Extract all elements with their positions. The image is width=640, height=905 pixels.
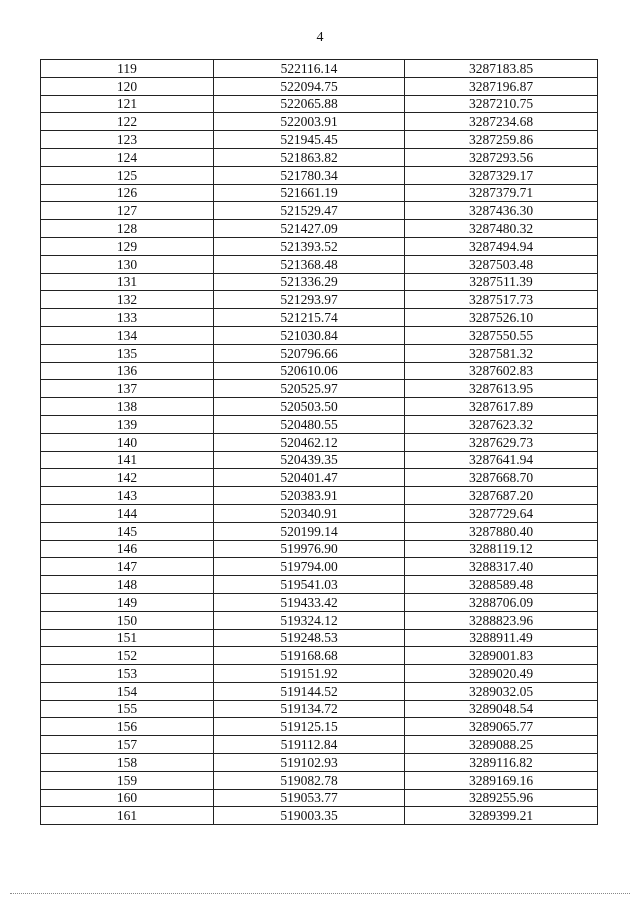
- point-number-cell: 134: [41, 326, 214, 344]
- point-number-cell: 139: [41, 415, 214, 433]
- x-coordinate-cell: 521945.45: [214, 131, 405, 149]
- point-number-cell: 146: [41, 540, 214, 558]
- x-coordinate-cell: 520199.14: [214, 522, 405, 540]
- table-body: [41, 60, 598, 825]
- table-row: [41, 611, 598, 629]
- point-number-cell: 126: [41, 184, 214, 202]
- x-coordinate-cell: 522065.88: [214, 95, 405, 113]
- table-row: [41, 700, 598, 718]
- table-row: [41, 771, 598, 789]
- point-number-cell: 141: [41, 451, 214, 469]
- table-row: [41, 95, 598, 113]
- x-coordinate-cell: 521393.52: [214, 237, 405, 255]
- table-row: [41, 77, 598, 95]
- point-number-cell: 129: [41, 237, 214, 255]
- point-number-cell: 125: [41, 166, 214, 184]
- x-coordinate-cell: 519144.52: [214, 682, 405, 700]
- x-coordinate-cell: 519433.42: [214, 593, 405, 611]
- y-coordinate-cell: 3289169.16: [405, 771, 598, 789]
- y-coordinate-cell: 3287436.30: [405, 202, 598, 220]
- table-row: [41, 540, 598, 558]
- point-number-cell: 155: [41, 700, 214, 718]
- table-row: [41, 522, 598, 540]
- y-coordinate-cell: 3287210.75: [405, 95, 598, 113]
- x-coordinate-cell: 522003.91: [214, 113, 405, 131]
- x-coordinate-cell: 519003.35: [214, 807, 405, 825]
- table-row: [41, 202, 598, 220]
- table-row: [41, 184, 598, 202]
- x-coordinate-cell: 520796.66: [214, 344, 405, 362]
- y-coordinate-cell: 3287729.64: [405, 504, 598, 522]
- x-coordinate-cell: 520401.47: [214, 469, 405, 487]
- y-coordinate-cell: 3287259.86: [405, 131, 598, 149]
- table-row: [41, 433, 598, 451]
- table-row: [41, 504, 598, 522]
- point-number-cell: 152: [41, 647, 214, 665]
- x-coordinate-cell: 520383.91: [214, 487, 405, 505]
- point-number-cell: 132: [41, 291, 214, 309]
- table-row: [41, 593, 598, 611]
- point-number-cell: 135: [41, 344, 214, 362]
- y-coordinate-cell: 3287511.39: [405, 273, 598, 291]
- y-coordinate-cell: 3287379.71: [405, 184, 598, 202]
- x-coordinate-cell: 519125.15: [214, 718, 405, 736]
- table-row: [41, 487, 598, 505]
- y-coordinate-cell: 3287526.10: [405, 309, 598, 327]
- point-number-cell: 161: [41, 807, 214, 825]
- x-coordinate-cell: 520340.91: [214, 504, 405, 522]
- y-coordinate-cell: 3287293.56: [405, 148, 598, 166]
- x-coordinate-cell: 521030.84: [214, 326, 405, 344]
- point-number-cell: 140: [41, 433, 214, 451]
- y-coordinate-cell: 3287880.40: [405, 522, 598, 540]
- y-coordinate-cell: 3287581.32: [405, 344, 598, 362]
- y-coordinate-cell: 3288317.40: [405, 558, 598, 576]
- x-coordinate-cell: 520462.12: [214, 433, 405, 451]
- x-coordinate-cell: 519541.03: [214, 576, 405, 594]
- table-row: [41, 629, 598, 647]
- table-row: [41, 665, 598, 683]
- point-number-cell: 160: [41, 789, 214, 807]
- y-coordinate-cell: 3289048.54: [405, 700, 598, 718]
- point-number-cell: 154: [41, 682, 214, 700]
- point-number-cell: 128: [41, 220, 214, 238]
- point-number-cell: 148: [41, 576, 214, 594]
- point-number-cell: 131: [41, 273, 214, 291]
- table-row: [41, 380, 598, 398]
- x-coordinate-cell: 521780.34: [214, 166, 405, 184]
- point-number-cell: 130: [41, 255, 214, 273]
- x-coordinate-cell: 519168.68: [214, 647, 405, 665]
- x-coordinate-cell: 521336.29: [214, 273, 405, 291]
- y-coordinate-cell: 3287329.17: [405, 166, 598, 184]
- point-number-cell: 150: [41, 611, 214, 629]
- point-number-cell: 138: [41, 398, 214, 416]
- y-coordinate-cell: 3288911.49: [405, 629, 598, 647]
- y-coordinate-cell: 3287196.87: [405, 77, 598, 95]
- point-number-cell: 121: [41, 95, 214, 113]
- x-coordinate-cell: 521368.48: [214, 255, 405, 273]
- point-number-cell: 137: [41, 380, 214, 398]
- x-coordinate-cell: 520503.50: [214, 398, 405, 416]
- point-number-cell: 127: [41, 202, 214, 220]
- y-coordinate-cell: 3289001.83: [405, 647, 598, 665]
- x-coordinate-cell: 519102.93: [214, 754, 405, 772]
- x-coordinate-cell: 521215.74: [214, 309, 405, 327]
- x-coordinate-cell: 522094.75: [214, 77, 405, 95]
- point-number-cell: 123: [41, 131, 214, 149]
- table-row: [41, 166, 598, 184]
- y-coordinate-cell: 3287623.32: [405, 415, 598, 433]
- table-row: [41, 718, 598, 736]
- table-row: [41, 291, 598, 309]
- point-number-cell: 151: [41, 629, 214, 647]
- table-row: [41, 148, 598, 166]
- table-row: [41, 131, 598, 149]
- x-coordinate-cell: 519082.78: [214, 771, 405, 789]
- y-coordinate-cell: 3287668.70: [405, 469, 598, 487]
- x-coordinate-cell: 519248.53: [214, 629, 405, 647]
- x-coordinate-cell: 520480.55: [214, 415, 405, 433]
- x-coordinate-cell: 519794.00: [214, 558, 405, 576]
- point-number-cell: 122: [41, 113, 214, 131]
- table-row: [41, 647, 598, 665]
- x-coordinate-cell: 519151.92: [214, 665, 405, 683]
- x-coordinate-cell: 521293.97: [214, 291, 405, 309]
- x-coordinate-cell: 522116.14: [214, 60, 405, 78]
- y-coordinate-cell: 3287234.68: [405, 113, 598, 131]
- x-coordinate-cell: 521529.47: [214, 202, 405, 220]
- y-coordinate-cell: 3287480.32: [405, 220, 598, 238]
- table-row: [41, 558, 598, 576]
- y-coordinate-cell: 3288119.12: [405, 540, 598, 558]
- point-number-cell: 145: [41, 522, 214, 540]
- point-number-cell: 156: [41, 718, 214, 736]
- table-row: [41, 344, 598, 362]
- y-coordinate-cell: 3289116.82: [405, 754, 598, 772]
- point-number-cell: 124: [41, 148, 214, 166]
- y-coordinate-cell: 3287183.85: [405, 60, 598, 78]
- point-number-cell: 158: [41, 754, 214, 772]
- x-coordinate-cell: 520525.97: [214, 380, 405, 398]
- x-coordinate-cell: 521427.09: [214, 220, 405, 238]
- coordinates-table-container: [40, 59, 596, 825]
- point-number-cell: 120: [41, 77, 214, 95]
- x-coordinate-cell: 521863.82: [214, 148, 405, 166]
- y-coordinate-cell: 3287494.94: [405, 237, 598, 255]
- point-number-cell: 144: [41, 504, 214, 522]
- y-coordinate-cell: 3287517.73: [405, 291, 598, 309]
- y-coordinate-cell: 3288823.96: [405, 611, 598, 629]
- y-coordinate-cell: 3289255.96: [405, 789, 598, 807]
- point-number-cell: 143: [41, 487, 214, 505]
- table-row: [41, 255, 598, 273]
- point-number-cell: 133: [41, 309, 214, 327]
- table-row: [41, 789, 598, 807]
- table-row: [41, 469, 598, 487]
- y-coordinate-cell: 3287687.20: [405, 487, 598, 505]
- table-row: [41, 220, 598, 238]
- x-coordinate-cell: 521661.19: [214, 184, 405, 202]
- y-coordinate-cell: 3287629.73: [405, 433, 598, 451]
- table-row: [41, 309, 598, 327]
- point-number-cell: 157: [41, 736, 214, 754]
- y-coordinate-cell: 3287503.48: [405, 255, 598, 273]
- table-row: [41, 736, 598, 754]
- point-number-cell: 147: [41, 558, 214, 576]
- page-number: 4: [316, 30, 324, 45]
- x-coordinate-cell: 520610.06: [214, 362, 405, 380]
- x-coordinate-cell: 519324.12: [214, 611, 405, 629]
- point-number-cell: 149: [41, 593, 214, 611]
- bottom-rule: [10, 893, 630, 894]
- x-coordinate-cell: 519976.90: [214, 540, 405, 558]
- table-row: [41, 682, 598, 700]
- table-row: [41, 398, 598, 416]
- point-number-cell: 119: [41, 60, 214, 78]
- table-row: [41, 415, 598, 433]
- table-row: [41, 451, 598, 469]
- y-coordinate-cell: 3287550.55: [405, 326, 598, 344]
- y-coordinate-cell: 3289065.77: [405, 718, 598, 736]
- table-row: [41, 754, 598, 772]
- table-row: [41, 113, 598, 131]
- table-row: [41, 273, 598, 291]
- point-number-cell: 136: [41, 362, 214, 380]
- x-coordinate-cell: 519134.72: [214, 700, 405, 718]
- y-coordinate-cell: 3289032.05: [405, 682, 598, 700]
- x-coordinate-cell: 519053.77: [214, 789, 405, 807]
- point-number-cell: 159: [41, 771, 214, 789]
- point-number-cell: 153: [41, 665, 214, 683]
- y-coordinate-cell: 3289020.49: [405, 665, 598, 683]
- table-row: [41, 807, 598, 825]
- table-row: [41, 362, 598, 380]
- point-number-cell: 142: [41, 469, 214, 487]
- y-coordinate-cell: 3287613.95: [405, 380, 598, 398]
- y-coordinate-cell: 3289399.21: [405, 807, 598, 825]
- table-row: [41, 237, 598, 255]
- y-coordinate-cell: 3288706.09: [405, 593, 598, 611]
- y-coordinate-cell: 3287641.94: [405, 451, 598, 469]
- table-row: [41, 326, 598, 344]
- coordinates-table: [40, 59, 598, 825]
- table-row: [41, 60, 598, 78]
- y-coordinate-cell: 3287602.83: [405, 362, 598, 380]
- y-coordinate-cell: 3287617.89: [405, 398, 598, 416]
- x-coordinate-cell: 519112.84: [214, 736, 405, 754]
- x-coordinate-cell: 520439.35: [214, 451, 405, 469]
- y-coordinate-cell: 3288589.48: [405, 576, 598, 594]
- table-row: [41, 576, 598, 594]
- y-coordinate-cell: 3289088.25: [405, 736, 598, 754]
